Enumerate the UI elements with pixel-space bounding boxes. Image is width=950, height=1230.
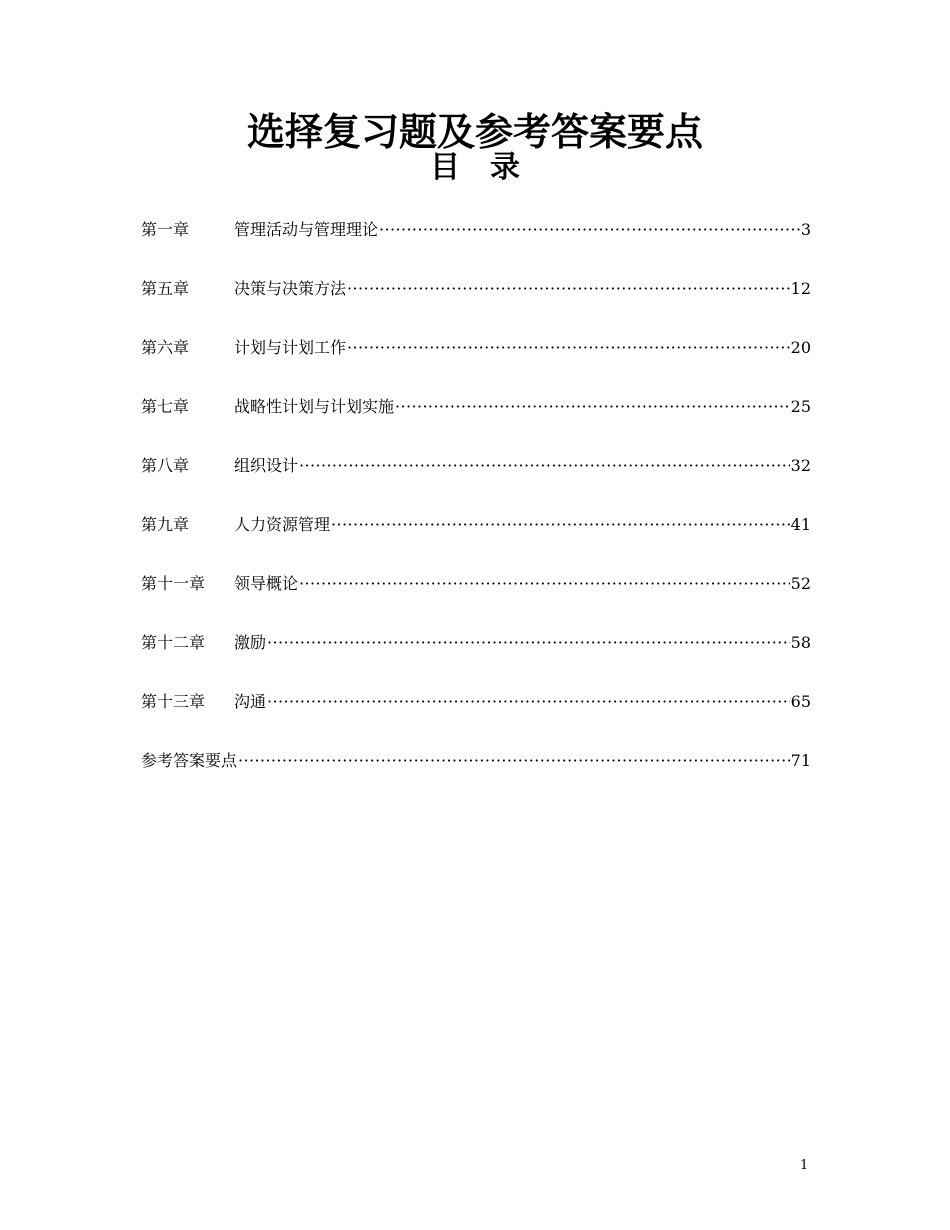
toc-entry[interactable]	[141, 448, 811, 507]
document-title: 选择复习题及参考答案要点	[246, 109, 703, 154]
toc-entry[interactable]	[141, 212, 811, 271]
toc-dot-leader	[331, 507, 790, 543]
toc-page-number: 3	[800, 220, 811, 239]
toc-page-number: 71	[790, 751, 811, 770]
toc-entry[interactable]	[141, 507, 811, 566]
toc-chapter-label: 第八章	[141, 456, 190, 475]
toc-entry-title: 参考答案要点	[141, 751, 238, 770]
toc-dot-leader	[299, 448, 790, 484]
toc-page-number: 65	[790, 692, 811, 711]
toc-entry-title: 沟通	[234, 692, 267, 711]
page-number: 1	[800, 1158, 809, 1173]
toc-page-number: 20	[790, 338, 811, 357]
toc-chapter-label: 第一章	[141, 220, 190, 239]
toc-entry-title: 激励	[234, 633, 267, 652]
toc-entry[interactable]	[141, 743, 811, 802]
toc-page-number: 52	[790, 574, 811, 593]
toc-entry-title: 决策与决策方法	[234, 279, 347, 298]
toc-entry[interactable]	[141, 684, 811, 743]
toc-entry-title: 管理活动与管理理论	[234, 220, 379, 239]
toc-heading: 目 录	[430, 150, 520, 185]
toc-entry[interactable]	[141, 566, 811, 625]
toc-chapter-label: 第五章	[141, 279, 190, 298]
toc-entry-title: 战略性计划与计划实施	[234, 397, 395, 416]
toc-entry-title: 领导概论	[234, 574, 299, 593]
toc-chapter-label: 第十一章	[141, 574, 206, 593]
toc-chapter-label: 第九章	[141, 515, 190, 534]
table-of-contents	[141, 212, 811, 802]
toc-entry[interactable]	[141, 271, 811, 330]
toc-page-number: 25	[790, 397, 811, 416]
toc-page-number: 32	[790, 456, 811, 475]
toc-dot-leader	[299, 566, 790, 602]
toc-page-number: 41	[790, 515, 811, 534]
toc-entry[interactable]	[141, 330, 811, 389]
toc-dot-leader	[267, 625, 790, 661]
toc-dot-leader	[347, 271, 790, 307]
toc-page-number: 58	[790, 633, 811, 652]
toc-chapter-label: 第七章	[141, 397, 190, 416]
toc-entry-title: 人力资源管理	[234, 515, 331, 534]
toc-page-number: 12	[790, 279, 811, 298]
toc-chapter-label: 第六章	[141, 338, 190, 357]
toc-entry[interactable]	[141, 389, 811, 448]
toc-entry-title: 组织设计	[234, 456, 299, 475]
toc-chapter-label: 第十三章	[141, 692, 206, 711]
toc-dot-leader	[238, 743, 790, 779]
toc-chapter-label: 第十二章	[141, 633, 206, 652]
toc-dot-leader	[379, 212, 800, 248]
toc-entry[interactable]	[141, 625, 811, 684]
toc-dot-leader	[395, 389, 790, 425]
toc-dot-leader	[347, 330, 790, 366]
toc-entry-title: 计划与计划工作	[234, 338, 347, 357]
toc-dot-leader	[267, 684, 790, 720]
